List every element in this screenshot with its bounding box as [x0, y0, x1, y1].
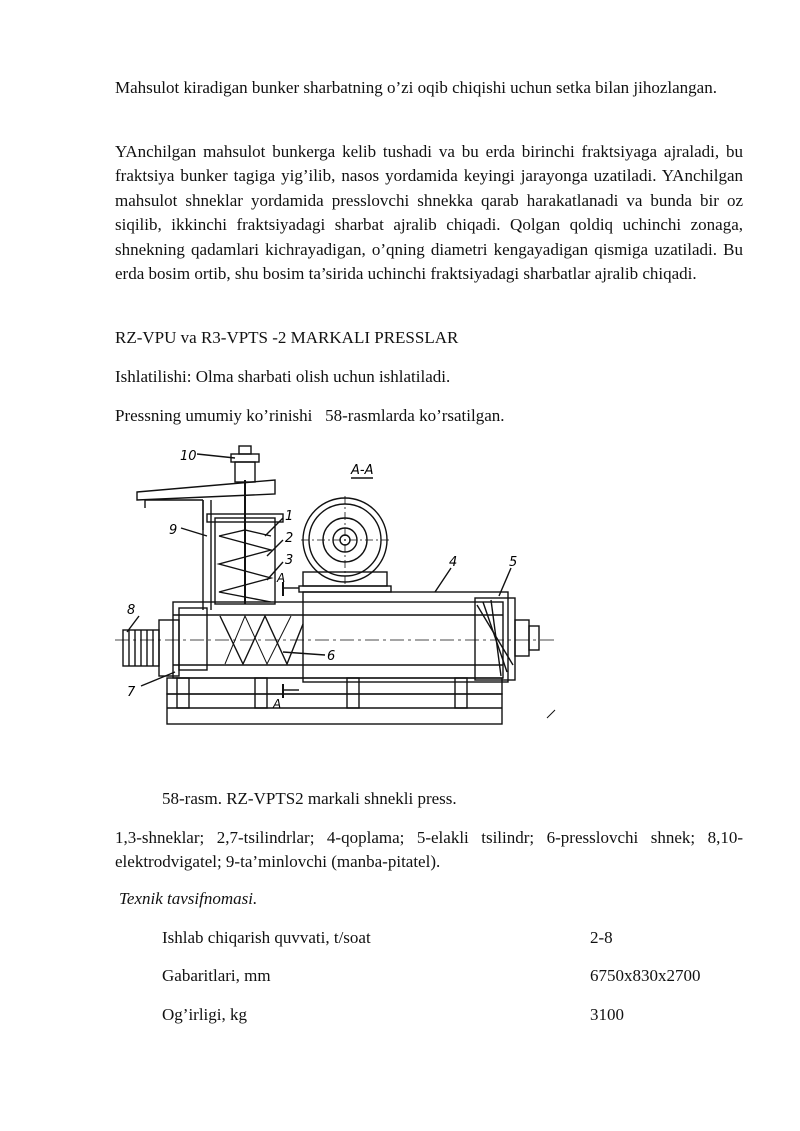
figure-label-6: 6	[327, 649, 336, 664]
section-arrow-top: A	[277, 571, 286, 585]
spec-value: 2-8	[590, 928, 613, 947]
figure-label-2: 2	[285, 531, 294, 546]
figure-label-8: 8	[127, 603, 136, 618]
figure-label-7: 7	[127, 685, 136, 700]
figure-label-9: 9	[169, 523, 178, 538]
figure-label-10: 10	[180, 449, 197, 464]
figure-caption: 58-rasm. RZ-VPTS2 markali shnekli press.	[162, 789, 457, 808]
spec-value: 3100	[590, 1005, 624, 1024]
figure-label-3: 3	[285, 553, 294, 568]
section-label: A-A	[351, 463, 374, 478]
figure-label-4: 4	[449, 555, 458, 570]
figure-reference: Pressning umumiy ko’rinishi 58-rasmlarda ko’rsatilgan.	[115, 406, 505, 425]
spec-row-weight	[162, 1003, 762, 1027]
press-drawing	[115, 440, 565, 740]
paragraph-bunker: Mahsulot kiradigan bunker sharbatning o’zi oqib chiqishi uchun setka bilan jihozlangan.	[115, 78, 717, 97]
figure-legend: 1,3-shneklar; 2,7-tsilindrlar; 4-qoplama; 5-elakli tsilindr; 6-presslovchi shnek; 8,10-elektrodvigatel; 9-ta’minlovchi (manba-pitatel).	[115, 828, 743, 872]
figure-label-5: 5	[509, 555, 518, 570]
specs-title: Texnik tavsifnomasi.	[119, 889, 258, 908]
spec-label: Ishlab chiqarish quvvati, t/soat	[162, 928, 371, 947]
spec-row-capacity	[162, 926, 762, 950]
spec-row-dimensions	[162, 964, 762, 988]
section-arrow-bottom: A	[273, 697, 282, 711]
section-heading: RZ-VPU va R3-VPTS -2 MARKALI PRESSLAR	[115, 328, 459, 347]
figure-label-1: 1	[285, 509, 294, 524]
spec-label: Gabaritlari, mm	[162, 966, 271, 985]
spec-label: Og’irligi, kg	[162, 1005, 247, 1024]
usage-line: Ishlatilishi: Olma sharbati olish uchun ishlatiladi.	[115, 367, 451, 386]
paragraph-process: YAnchilgan mahsulot bunkerga kelib tushadi va bu erda birinchi fraktsiyaga ajraladi, bu fraktsiya bunker tagiga yig’ilib, nasos yordamida keyingi jarayonga uzatiladi. YAnchilgan mahsulot shneklar yordamida presslovchi shnekka qarab harakatlanadi va bunda bir oz siqilib, ikkinchi fraktsiyadagi sharbat ajralib chiqadi. Qolgan qoldiq uchinchi zonaga, shnekning qadamlari kichrayadigan, o’qning diametri kengayadigan qismiga uzatiladi. Bu erda bosim ortib, shu bosim ta’sirida uchinchi fraktsiyadagi sharbatlar ajralib chiqadi.	[115, 142, 743, 284]
spec-value: 6750x830x2700	[590, 966, 701, 985]
